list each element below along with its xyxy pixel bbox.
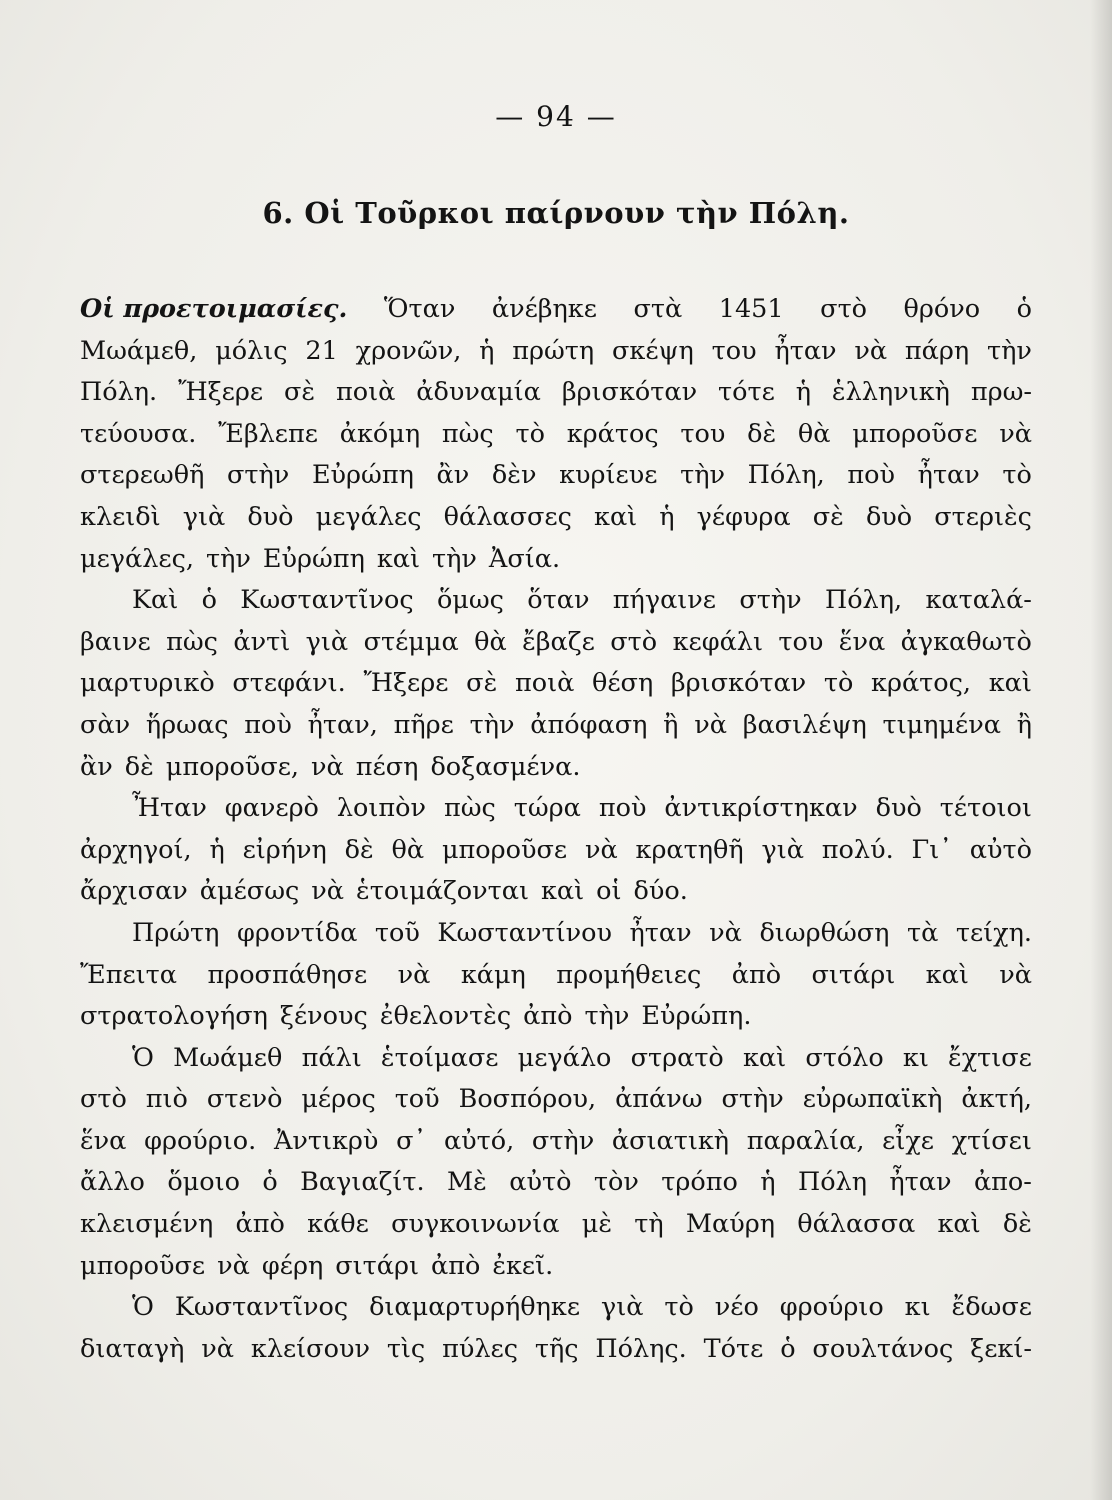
word: θάλασσες: [443, 501, 572, 532]
text-line: [80, 1287, 1032, 1329]
word: καταλά-: [925, 585, 1032, 616]
word: Εὐρώπη: [311, 460, 414, 491]
word: στὰ: [633, 294, 683, 324]
word: μποροῦσε: [852, 418, 978, 449]
word: προσπάθησε: [207, 959, 368, 990]
word: εὐρωπαϊκὴ: [802, 1084, 943, 1115]
word: δὲν: [491, 460, 537, 491]
word: ἔβαζε: [522, 626, 595, 657]
word: ἀρχηγοί,: [80, 834, 192, 865]
word: πήγαινε: [612, 585, 717, 616]
text-line: [80, 622, 1032, 664]
word: σιτάρι: [811, 959, 896, 990]
word: ὁ: [780, 1333, 796, 1364]
word: βασιλέψη: [742, 709, 867, 740]
text-line: [80, 539, 1032, 581]
word: πιὸ: [145, 1084, 188, 1115]
word: στόλο: [805, 1042, 884, 1073]
word: δυὸ: [247, 501, 294, 532]
word: δύο.: [633, 876, 688, 907]
word: Βοσπόρου,: [458, 1084, 597, 1115]
word: ἔχτισε: [948, 1042, 1032, 1073]
word: παραλία,: [746, 1125, 865, 1156]
word: τὸ: [1002, 460, 1032, 491]
word: ὅμοιο: [167, 1167, 240, 1198]
word: ποὺ: [244, 709, 292, 740]
word: αὐτὸ: [969, 834, 1032, 865]
word: τὴν: [680, 460, 725, 491]
word: ἀντικρίστηκαν: [664, 793, 858, 824]
word: γιὰ: [305, 626, 349, 657]
word: στέμμα: [363, 626, 459, 657]
word: νὰ: [999, 959, 1032, 990]
word: τώρα: [513, 793, 581, 824]
word: πῆρε: [393, 709, 454, 740]
word: φέρη: [261, 1250, 324, 1281]
word: Κωσταντίνου: [437, 917, 612, 948]
word: ἀκτή,: [961, 1084, 1032, 1115]
text-line: [80, 705, 1032, 747]
text-line: [80, 1038, 1032, 1080]
word: Πόλη.: [80, 377, 158, 408]
text-line: [80, 1246, 1032, 1288]
word: στερεωθῆ: [80, 460, 205, 491]
word: διαμαρτυρήθηκε: [369, 1292, 581, 1323]
word: πὼς: [441, 418, 494, 449]
word: Πόλη,: [824, 585, 903, 616]
word: Εὐρώπη.: [641, 1001, 752, 1032]
word: ξένους: [279, 1001, 368, 1032]
word: αὐτὸ: [509, 1167, 572, 1198]
word: κι: [902, 1042, 929, 1073]
word: Βαγιαζίτ.: [300, 1167, 425, 1198]
word: οἱ: [596, 876, 622, 907]
word: Κωσταντῖνος: [240, 585, 414, 616]
word: κλεισμένη: [80, 1209, 214, 1240]
word: πρω-: [970, 377, 1032, 408]
word: ἔδωσε: [951, 1292, 1032, 1323]
word: δὲ: [747, 418, 777, 449]
word: τὴν: [469, 709, 515, 740]
word: ποιὰ: [514, 668, 575, 699]
word: ὁ: [1016, 294, 1032, 324]
word: πρώτη: [512, 335, 595, 366]
word: βαινε: [80, 626, 151, 657]
section-heading: Οἱ προετοιμασίες.: [80, 294, 348, 324]
word: ἀπὸ: [731, 959, 782, 990]
word: ἄρχισαν: [80, 876, 188, 907]
word: πάλι: [301, 1042, 362, 1073]
text-line: [80, 580, 1032, 622]
word: Ἀντικρὺ: [273, 1125, 379, 1156]
word: φρούριο: [779, 1292, 884, 1323]
word: Πόλη,: [747, 460, 825, 491]
word: θὰ: [474, 626, 507, 657]
word: δὲ: [344, 834, 374, 865]
word: ὁ: [201, 585, 217, 616]
word: Ἔβλεπε: [218, 418, 318, 449]
word: ἡ: [209, 834, 225, 865]
word: 21: [305, 335, 338, 366]
word: θὰ: [391, 834, 425, 865]
word: στεφάνι.: [232, 668, 346, 699]
word: τῆς: [534, 1333, 579, 1364]
word: ἢ: [1016, 709, 1032, 740]
word: στὸ: [820, 294, 868, 324]
word: πολύ.: [821, 834, 894, 865]
word: τὸ: [515, 418, 545, 449]
word: θάλασσα: [797, 1209, 916, 1240]
word: στὴν: [739, 585, 802, 616]
word: γιὰ: [600, 1292, 644, 1323]
word: τείχη.: [955, 917, 1032, 948]
word: Ἤξερε: [363, 668, 449, 699]
paragraph: [80, 1038, 1032, 1288]
word: του: [778, 626, 824, 657]
word: ποὺ: [598, 793, 647, 824]
word: στὴν: [227, 460, 290, 491]
word: Γι᾽: [911, 834, 952, 865]
word: καὶ: [376, 543, 421, 574]
paragraph: [80, 289, 1032, 580]
word: ἀπο-: [973, 1167, 1032, 1198]
word: Μωάμεθ: [173, 1042, 283, 1073]
word: ἦταν,: [307, 709, 378, 740]
word: ἄλλο: [80, 1167, 145, 1198]
word: ἦταν: [917, 460, 980, 491]
word: κλείσουν: [250, 1333, 370, 1364]
word: ἦταν: [889, 1167, 952, 1198]
paragraph: [80, 788, 1032, 913]
word: μόλις: [215, 335, 288, 366]
word: νὰ: [694, 709, 727, 740]
word: Ἀσία.: [488, 543, 561, 574]
word: καὶ: [540, 876, 585, 907]
word: ἀπὸ: [523, 1001, 573, 1032]
word: στρατολογήση: [80, 1001, 268, 1032]
word: ἂν: [80, 751, 113, 782]
word: ἀμέσως: [199, 876, 300, 907]
word: ἥρωας: [145, 709, 229, 740]
word: καὶ: [988, 668, 1032, 699]
text-line: [80, 372, 1032, 414]
word: Ἔπειτα: [80, 959, 178, 990]
page-number: — 94 —: [495, 100, 617, 133]
word: κάθε: [307, 1209, 369, 1240]
word: καὶ: [937, 1209, 981, 1240]
word: Πρώτη: [132, 917, 220, 948]
word: κράτος: [566, 418, 659, 449]
word: δυὸ: [875, 793, 922, 824]
word: πὼς: [443, 793, 496, 824]
word: στὸ: [80, 1084, 127, 1115]
word: 1451: [718, 294, 784, 324]
word: σὲ: [466, 668, 498, 699]
word: νὰ: [854, 335, 888, 366]
text-line: [80, 913, 1032, 955]
word: Ἤξερε: [178, 377, 264, 408]
word: ἀπὸ: [430, 1250, 481, 1281]
word: νὰ: [999, 418, 1032, 449]
word: ἀπὸ: [235, 1209, 285, 1240]
word: χρονῶν,: [355, 335, 462, 366]
word: θὰ: [797, 418, 831, 449]
word: ἂν: [436, 460, 470, 491]
word: τὸ: [664, 1292, 694, 1323]
word: στεριὲς: [934, 501, 1032, 532]
word: τὰ: [906, 917, 939, 948]
text-line: [80, 289, 1032, 331]
word: ὁ: [262, 1167, 278, 1198]
word: δὲ: [124, 751, 154, 782]
text-line: [80, 1079, 1032, 1121]
paragraph: [80, 1287, 1032, 1370]
word: ἑλληνικὴ: [831, 377, 950, 408]
word: καὶ: [594, 501, 638, 532]
word: σκέψη: [612, 335, 694, 366]
word: νὰ: [311, 751, 344, 782]
word: πέση: [355, 751, 419, 782]
word: βρισκόταν: [561, 377, 698, 408]
word: ἢ: [663, 709, 679, 740]
text-line: [80, 747, 1032, 789]
word: τὴν: [584, 1001, 630, 1032]
text-line: [80, 663, 1032, 705]
text-line: [80, 788, 1032, 830]
word: ἑτοίμασε: [380, 1042, 499, 1073]
word: ἡ: [659, 501, 675, 532]
word: κρατηθῆ: [635, 834, 744, 865]
word: κι: [904, 1292, 931, 1323]
word: Μαύρη: [685, 1209, 775, 1240]
word: γιὰ: [182, 501, 226, 532]
word: Ὅταν: [383, 294, 456, 324]
word: νέο: [714, 1292, 759, 1323]
word: καὶ: [925, 959, 969, 990]
word: ὅταν: [527, 585, 590, 616]
word: διωρθώση: [759, 917, 890, 948]
word: νὰ: [311, 876, 345, 907]
word: στὴν: [531, 1125, 595, 1156]
text-line: [80, 1329, 1032, 1371]
word: ξεκί-: [970, 1333, 1032, 1364]
word: εἶχε: [882, 1125, 935, 1156]
word: τεύουσα.: [80, 418, 197, 449]
text-line: [80, 455, 1032, 497]
word: ἀπάνω: [615, 1084, 703, 1115]
word: ἦταν: [774, 335, 837, 366]
word: μὲ: [581, 1209, 613, 1240]
word: γιὰ: [761, 834, 804, 865]
word: Μωάμεθ,: [80, 335, 198, 366]
text-line: [80, 331, 1032, 373]
word: κάμη: [460, 959, 526, 990]
word: σουλτάνος: [812, 1333, 954, 1364]
word: τὸ: [823, 668, 854, 699]
word: Τότε: [703, 1333, 764, 1364]
word: δοξασμένα.: [430, 751, 581, 782]
text-line: [80, 996, 1032, 1038]
chapter-title: 6. Οἱ Τοῦρκοι παίρνουν τὴν Πόλη.: [262, 196, 850, 230]
word: τὴ: [634, 1209, 664, 1240]
word: τρόπο: [661, 1167, 738, 1198]
word: του: [680, 418, 726, 449]
word: μποροῦσε,: [165, 751, 300, 782]
text-line: [80, 871, 1032, 913]
word: ἕνα: [838, 626, 886, 657]
word: συγκοινωνία: [391, 1209, 560, 1240]
word: νὰ: [584, 834, 618, 865]
text-line: [80, 497, 1032, 539]
word: σ᾽: [396, 1125, 427, 1156]
word: Ὁ: [132, 1042, 154, 1073]
word: μποροῦσε: [80, 1250, 206, 1281]
word: μεγάλο: [517, 1042, 612, 1073]
word: πύλες: [442, 1333, 518, 1364]
word: Πόλη: [797, 1167, 867, 1198]
word: ἀκόμη: [339, 418, 421, 449]
word: νὰ: [709, 917, 742, 948]
text-line: [80, 1121, 1032, 1163]
word: ἐθελοντὲς: [379, 1001, 512, 1032]
word: ἀδυναμία: [416, 377, 541, 408]
word: κλειδὶ: [80, 501, 161, 532]
word: ἀντὶ: [233, 626, 291, 657]
word: λοιπὸν: [336, 793, 427, 824]
word: θρόνο: [903, 294, 981, 324]
word: εἰρήνη: [242, 834, 327, 865]
word: σὰν: [80, 709, 131, 740]
word: ἑτοιμάζονται: [356, 876, 529, 907]
word: αὐτό,: [443, 1125, 515, 1156]
word: τὶς: [386, 1333, 426, 1364]
word: ἡ: [479, 335, 495, 366]
word: ἐκεῖ.: [492, 1250, 554, 1281]
word: Εὐρώπη: [262, 543, 365, 574]
word: νὰ: [397, 959, 431, 990]
word: Κωσταντῖνος: [174, 1292, 349, 1323]
word: μεγάλες: [315, 501, 422, 532]
word: νὰ: [201, 1333, 235, 1364]
word: σιτάρι: [335, 1250, 419, 1281]
word: διαταγὴ: [80, 1333, 185, 1364]
word: πάρη: [904, 335, 970, 366]
word: τέτοιοι: [939, 793, 1032, 824]
word: δυὸ: [865, 501, 913, 532]
word: μποροῦσε: [441, 834, 568, 865]
word: τιμημένα: [882, 709, 1001, 740]
word: μαρτυρικὸ: [80, 668, 215, 699]
word: στὴν: [721, 1084, 784, 1115]
word: τοῦ: [394, 1084, 440, 1115]
word: κυρίευε: [559, 460, 658, 491]
word: ἡ: [795, 377, 811, 408]
word: φρούριο.: [144, 1125, 257, 1156]
word: σὲ: [812, 501, 844, 532]
text-line: [80, 414, 1032, 456]
text-line: [80, 1162, 1032, 1204]
word: πὼς: [166, 626, 218, 657]
word: Πόλης.: [595, 1333, 687, 1364]
word: στρατὸ: [630, 1042, 724, 1073]
word: στενὸ: [206, 1084, 283, 1115]
word: ἡ: [760, 1167, 776, 1198]
text-line: [80, 830, 1032, 872]
word: τὴν: [986, 335, 1032, 366]
word: μέρος: [301, 1084, 376, 1115]
word: τὴν: [432, 543, 477, 574]
word: στὸ: [610, 626, 658, 657]
word: ἦταν: [629, 917, 692, 948]
word: κεφάλι: [672, 626, 763, 657]
word: ποιὰ: [336, 377, 396, 408]
word: βρισκόταν: [670, 668, 807, 699]
word: χτίσει: [951, 1125, 1032, 1156]
word: σὲ: [284, 377, 316, 408]
word: μεγάλες,: [80, 543, 195, 574]
word: φανερὸ: [224, 793, 319, 824]
word: τότε: [718, 377, 775, 408]
word: ἀπόφαση: [530, 709, 648, 740]
word: τὸν: [593, 1167, 639, 1198]
word: ἕνα: [80, 1125, 127, 1156]
word: γέφυρα: [696, 501, 791, 532]
word: φροντίδα: [236, 917, 358, 948]
paragraph: [80, 580, 1032, 788]
word: τοῦ: [374, 917, 420, 948]
word: ἀγκαθωτὸ: [900, 626, 1032, 657]
word: ἀσιατικὴ: [611, 1125, 730, 1156]
word: ἀνέβηκε: [491, 294, 597, 324]
word: θέση: [591, 668, 654, 699]
word: Καὶ: [132, 585, 179, 616]
body-text: [80, 289, 1032, 1370]
word: καὶ: [742, 1042, 787, 1073]
word: κράτος,: [871, 668, 972, 699]
word: τὴν: [206, 543, 251, 574]
word: Μὲ: [447, 1167, 487, 1198]
word: ποὺ: [847, 460, 896, 491]
paragraph: [80, 913, 1032, 1038]
word: Ἦταν: [132, 793, 207, 824]
word: προμήθειες: [556, 959, 702, 990]
text-line: [80, 955, 1032, 997]
word: Ὁ: [132, 1292, 154, 1323]
word: του: [711, 335, 757, 366]
text-line: [80, 1204, 1032, 1246]
word: ὅμως: [436, 585, 504, 616]
word: δὲ: [1002, 1209, 1032, 1240]
word: νὰ: [217, 1250, 250, 1281]
